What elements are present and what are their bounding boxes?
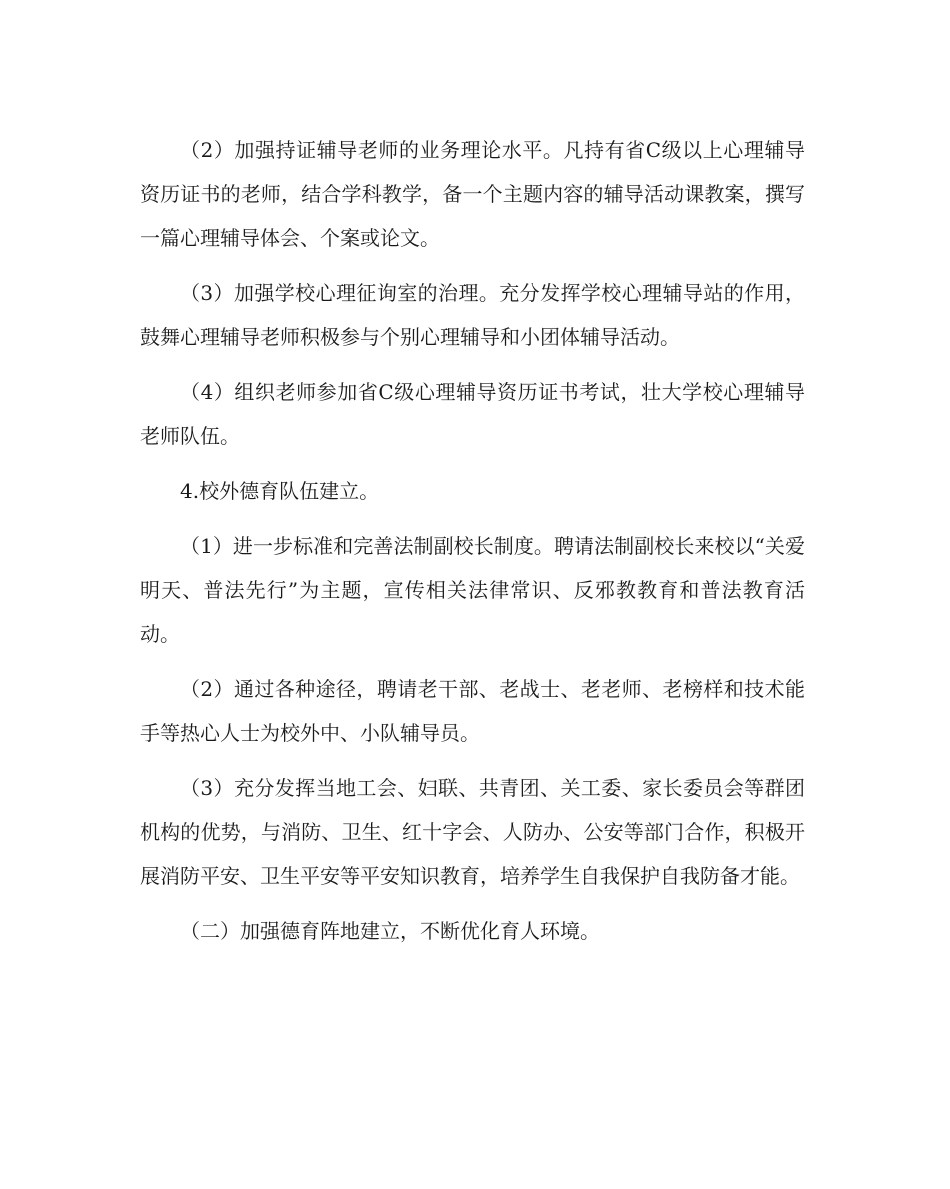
paragraph: （1）进一步标准和完善法制副校长制度。聘请法制副校长来校以“关爱明天、普法先行”为主题，宣传相关法律常识、反邪教教育和普法教育活动。 bbox=[140, 534, 805, 646]
paragraph: （2）通过各种途径，聘请老干部、老战士、老老师、老榜样和技术能手等热心人士为校外中、小队辅导员。 bbox=[140, 677, 805, 745]
paragraph: （3）充分发挥当地工会、妇联、共青团、关工委、家长委员会等群团机构的优势，与消防、卫生、红十字会、人防办、公安等部门合作，积极开展消防平安、卫生平安等平安知识教育，培养学生自我保护自我防备才能。 bbox=[140, 776, 805, 888]
section-heading: （二）加强德育阵地建立，不断优化育人环境。 bbox=[180, 919, 600, 943]
paragraph: （2）加强持证辅导老师的业务理论水平。凡持有省C级以上心理辅导资历证书的老师，结合学科教学，备一个主题内容的辅导活动课教案，撰写一篇心理辅导体会、个案或论文。 bbox=[140, 138, 805, 250]
paragraph: （3）加强学校心理征询室的治理。充分发挥学校心理辅导站的作用，鼓舞心理辅导老师积极参与个别心理辅导和小团体辅导活动。 bbox=[140, 281, 805, 349]
section-heading: 4.校外德育队伍建立。 bbox=[180, 479, 380, 503]
paragraph: （4）组织老师参加省C级心理辅导资历证书考试，壮大学校心理辅导老师队伍。 bbox=[140, 380, 805, 448]
document-body bbox=[140, 128, 805, 964]
